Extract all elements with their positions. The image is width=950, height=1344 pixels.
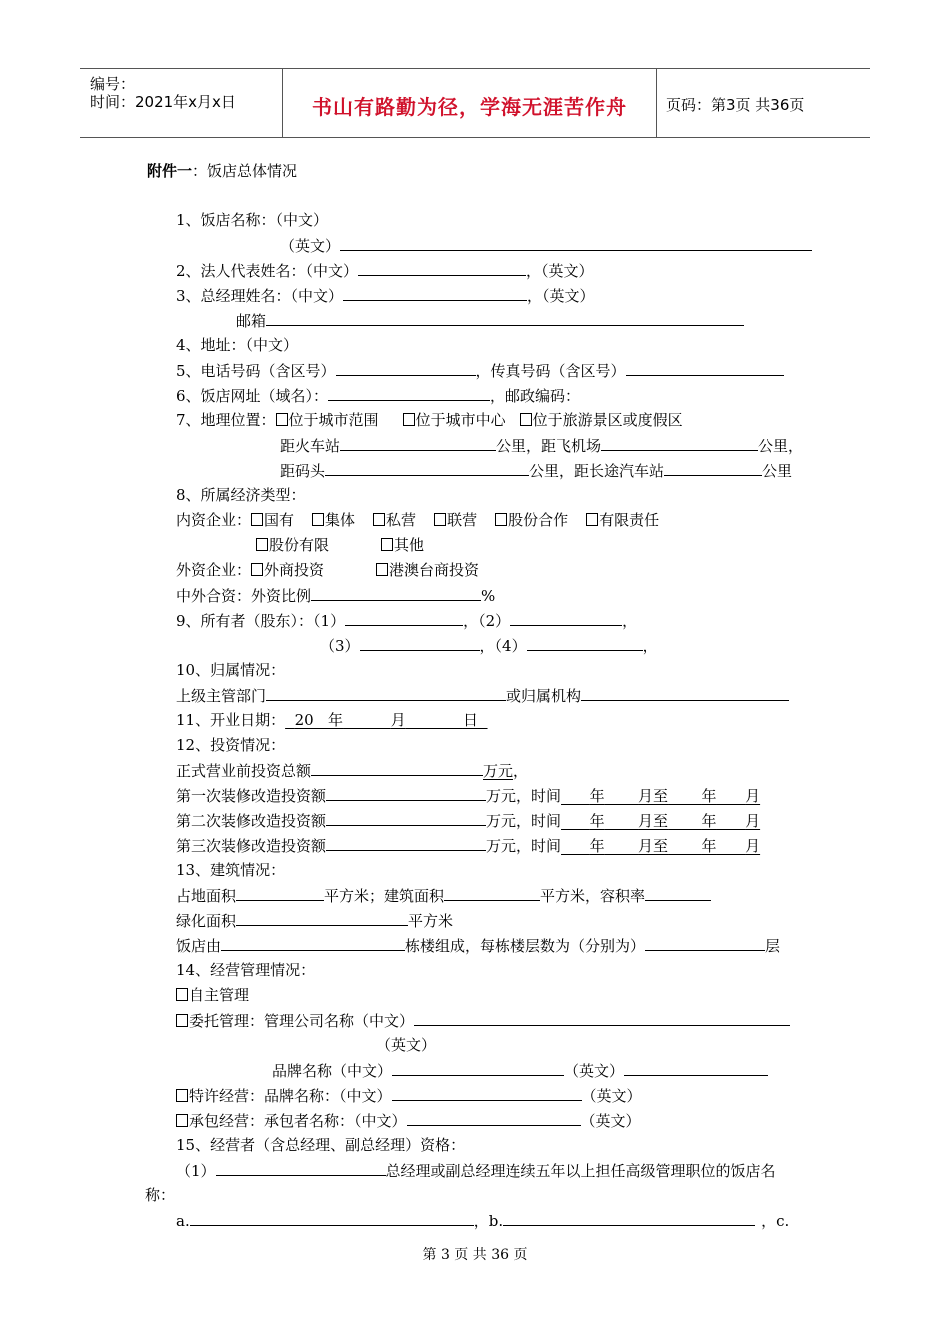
label-gm-cn: 3、总经理姓名：（中文） — [176, 287, 344, 305]
item-8-domestic — [176, 510, 659, 530]
option-city-center: 位于城市中心 — [415, 411, 506, 429]
label-contractor-cn: 承包经营：承包者名称：（中文） — [189, 1112, 407, 1130]
bus-distance-field[interactable] — [664, 460, 762, 476]
item-5-phone — [176, 360, 784, 380]
label-bus-station: 公里，距长途汽车站 — [529, 462, 665, 480]
header-page-number: 页码：第3页 共36页 — [666, 96, 805, 114]
label-hotel-consists: 饭店由 — [176, 937, 222, 955]
gm-cn-field[interactable] — [343, 285, 527, 301]
header-motto: 书山有路勤为径，学海无涯苦作舟 — [312, 95, 627, 119]
superior-dept-field[interactable] — [266, 685, 506, 701]
train-distance-field[interactable] — [340, 435, 496, 451]
label-management: 14、经营管理情况： — [176, 961, 316, 979]
label-building: 13、建筑情况： — [176, 861, 286, 879]
hotel-name-en-field[interactable] — [340, 235, 812, 251]
label-hotel-name-cn: 1、饭店名称：（中文） — [176, 211, 329, 229]
item-14-self — [176, 985, 249, 1005]
label-qualification-desc: 总经理或副总经理连续五年以上担任高级管理职位的饭店名 — [385, 1162, 776, 1180]
item-7-distances-2 — [280, 460, 792, 480]
owner-3-field[interactable] — [360, 635, 480, 651]
item-13-area — [176, 885, 711, 905]
label-opening-date: 11、开业日期： — [176, 711, 286, 729]
label-qualification-cont: 称： — [145, 1186, 176, 1204]
checkbox-other[interactable] — [381, 538, 393, 551]
option-other: 其他 — [394, 536, 425, 554]
item-2-legal-rep — [176, 260, 594, 280]
label-renovation-2: 第二次装修改造投资额 — [176, 812, 327, 830]
label-owner-2: ，（2） — [463, 612, 511, 630]
item-14-brand — [272, 1060, 768, 1080]
label-affiliated-org: 或归属机构 — [506, 687, 582, 705]
checkbox-state-owned[interactable] — [251, 513, 263, 526]
page-header — [80, 68, 870, 138]
owner-4-field[interactable] — [527, 635, 643, 651]
checkbox-self-managed[interactable] — [176, 988, 188, 1001]
option-hk-macau-tw: 港澳台商投资 — [389, 561, 480, 579]
label-hotel-b: ，b. — [473, 1212, 504, 1230]
owner-comma: ， — [622, 612, 638, 630]
label-hotel-c: ，c. — [761, 1212, 790, 1230]
label-legal-rep-cn: 2、法人代表姓名：（中文） — [176, 262, 359, 280]
item-13-buildings — [176, 935, 780, 955]
label-hotel-name-en: （英文） — [280, 237, 341, 255]
item-8-jv — [176, 585, 495, 605]
option-self-managed: 自主管理 — [189, 986, 250, 1004]
hotel-a-field[interactable] — [190, 1210, 474, 1226]
option-scenic-area: 位于旅游景区或度假区 — [532, 411, 683, 429]
header-left-cell — [80, 69, 283, 137]
owner-1-field[interactable] — [345, 610, 463, 626]
label-owner-1: 9、所有者（股东）：（1） — [176, 612, 346, 630]
item-12-investment — [176, 735, 285, 755]
land-area-field[interactable] — [236, 885, 324, 901]
label-dock: 距码头 — [280, 462, 326, 480]
label-superior-dept: 上级主管部门 — [176, 687, 267, 705]
label-plot-ratio: 平方米，容积率 — [540, 887, 646, 905]
checkbox-city-range[interactable] — [276, 413, 288, 426]
label-contractor-en: （英文） — [580, 1112, 641, 1130]
item-8-economic-type — [176, 485, 306, 505]
building-count-field[interactable] — [221, 935, 405, 951]
header-middle-cell — [283, 69, 657, 137]
checkbox-joint-stock[interactable] — [256, 538, 268, 551]
renovation-3-period-field[interactable]: 年 月至 年 月 — [589, 837, 761, 855]
pre-opening-comma: ， — [513, 762, 529, 780]
label-building-area: 平方米；建筑面积 — [324, 887, 445, 905]
checkbox-scenic-area[interactable] — [520, 413, 532, 426]
label-foreign-ratio: 中外合资：外资比例 — [176, 587, 312, 605]
label-renovation-2-time: 万元，时间 — [486, 812, 562, 830]
dock-distance-field[interactable] — [325, 460, 529, 476]
option-limited-liability: 有限责任 — [599, 511, 660, 529]
label-brand-en: （英文） — [564, 1062, 625, 1080]
option-city-range: 位于城市范围 — [288, 411, 379, 429]
item-14-contract — [176, 1110, 641, 1130]
page-footer: 第 3 页 共 36 页 — [422, 1247, 528, 1263]
mgmt-company-cn-field[interactable] — [414, 1010, 790, 1026]
label-legal-rep-en: ，（英文） — [526, 262, 594, 280]
doc-time-label: 时间：2021年x月x日 — [90, 93, 236, 111]
doc-number-label: 编号： — [90, 75, 136, 93]
label-website: 6、饭店网址（域名）： — [176, 387, 329, 405]
label-economic-type: 8、所属经济类型： — [176, 486, 306, 504]
label-floors: 栋楼组成，每栋楼层数为（分别为） — [405, 937, 646, 955]
renovation-2-period-field[interactable]: 年 月至 年 月 — [589, 812, 761, 830]
header-right-cell — [657, 69, 870, 137]
label-franchise-cn: 特许经营：品牌名称：（中文） — [189, 1087, 392, 1105]
renovation-3-amount-field[interactable] — [326, 835, 486, 851]
fax-field[interactable] — [626, 360, 784, 376]
label-investment: 12、投资情况： — [176, 736, 286, 754]
label-owner-4: ，（4） — [479, 637, 527, 655]
page-title-bold: 附件一 — [147, 162, 193, 180]
option-foreign-invest: 外商投资 — [264, 561, 325, 579]
foreign-ratio-field[interactable] — [311, 585, 481, 601]
item-10-affiliation — [176, 660, 285, 680]
label-train-station: 距火车站 — [280, 437, 341, 455]
label-km-end: 公里 — [762, 462, 793, 480]
item-14-entrust-en — [376, 1035, 436, 1055]
checkbox-franchise[interactable] — [176, 1089, 188, 1102]
label-sqm: 平方米 — [408, 912, 454, 930]
label-fax: ，传真号码（含区号） — [475, 362, 626, 380]
label-foreign: 外资企业： — [176, 561, 252, 579]
item-14-entrust — [176, 1010, 790, 1030]
option-collective: 集体 — [325, 511, 356, 529]
page-title — [147, 161, 297, 181]
checkbox-share-coop[interactable] — [495, 513, 507, 526]
brand-en-field[interactable] — [624, 1060, 768, 1076]
label-pre-opening-total: 正式营业前投资总额 — [176, 762, 312, 780]
item-8-domestic-2 — [256, 535, 424, 555]
phone-field[interactable] — [336, 360, 476, 376]
label-qualification: 15、经营者（含总经理、副总经理）资格： — [176, 1136, 466, 1154]
option-share-coop: 股份合作 — [508, 511, 569, 529]
label-owner-3: （3） — [320, 637, 360, 655]
hotel-b-field[interactable] — [503, 1210, 755, 1226]
plot-ratio-field[interactable] — [645, 885, 711, 901]
checkbox-contracted[interactable] — [176, 1114, 188, 1127]
label-airport: 公里，距飞机场 — [496, 437, 602, 455]
label-email: 邮箱 — [236, 312, 267, 330]
label-location: 7、地理位置： — [176, 411, 276, 429]
email-field[interactable] — [266, 310, 744, 326]
checkbox-collective[interactable] — [312, 513, 324, 526]
checkbox-foreign-invest[interactable] — [251, 563, 263, 576]
owner-comma-2: ， — [642, 637, 658, 655]
label-hotel-a: a. — [176, 1212, 190, 1230]
option-state-owned: 国有 — [264, 511, 295, 529]
franchise-cn-field[interactable] — [392, 1085, 582, 1101]
item-1-hotel-name-en — [280, 235, 812, 255]
checkbox-joint[interactable] — [434, 513, 446, 526]
airport-distance-field[interactable] — [601, 435, 758, 451]
renovation-1-period-field[interactable]: 年 月至 年 月 — [589, 787, 761, 805]
option-joint: 联营 — [447, 511, 478, 529]
item-12-pre-opening — [176, 760, 528, 780]
label-gm-en: ，（英文） — [527, 287, 595, 305]
label-mgmt-company-cn: 委托管理：管理公司名称（中文） — [189, 1012, 415, 1030]
page-title-rest: ：饭店总体情况 — [192, 162, 298, 180]
item-15-line-2 — [145, 1185, 175, 1205]
label-percent: % — [481, 587, 496, 605]
item-12-renovation-3 — [176, 835, 760, 855]
item-8-foreign — [176, 560, 479, 580]
label-domestic: 内资企业： — [176, 511, 252, 529]
option-private: 私营 — [386, 511, 417, 529]
label-land-area: 占地面积 — [176, 887, 237, 905]
label-qualification-1: （1） — [176, 1162, 216, 1180]
item-12-renovation-1 — [176, 785, 760, 805]
label-brand-cn: 品牌名称（中文） — [272, 1062, 393, 1080]
item-3-gm-name — [176, 285, 595, 305]
label-franchise-en: （英文） — [581, 1087, 642, 1105]
owner-2-field[interactable] — [510, 610, 622, 626]
option-joint-stock: 股份有限 — [269, 536, 330, 554]
item-15-qualification — [176, 1135, 465, 1155]
item-7-distances-1 — [280, 435, 803, 455]
label-mgmt-company-en: （英文） — [376, 1036, 437, 1054]
item-4-address — [176, 335, 298, 355]
item-15-line-1 — [176, 1160, 776, 1180]
label-renovation-1-time: 万元，时间 — [486, 787, 562, 805]
checkbox-private[interactable] — [373, 513, 385, 526]
checkbox-limited-liability[interactable] — [586, 513, 598, 526]
checkbox-city-center[interactable] — [403, 413, 415, 426]
renovation-2-amount-field[interactable] — [326, 810, 486, 826]
item-11-opening-date — [176, 710, 488, 730]
floor-count-field[interactable] — [645, 935, 765, 951]
label-renovation-3-time: 万元，时间 — [486, 837, 562, 855]
website-field[interactable] — [328, 385, 490, 401]
item-6-website — [176, 385, 580, 405]
item-13-green — [176, 910, 453, 930]
label-affiliation: 10、归属情况： — [176, 661, 286, 679]
legal-rep-cn-field[interactable] — [358, 260, 526, 276]
checkbox-hk-macau-tw[interactable] — [376, 563, 388, 576]
contractor-cn-field[interactable] — [407, 1110, 581, 1126]
renovation-1-amount-field[interactable] — [326, 785, 486, 801]
qualification-1-field[interactable] — [216, 1160, 386, 1176]
item-7-location — [176, 410, 683, 430]
item-3-email — [236, 310, 744, 330]
label-wan-yuan: 万元 — [483, 762, 514, 780]
brand-cn-field[interactable] — [392, 1060, 564, 1076]
item-10-fields — [176, 685, 789, 705]
item-15-line-3 — [176, 1210, 789, 1230]
label-floor-unit: 层 — [765, 937, 781, 955]
label-phone: 5、电话号码（含区号） — [176, 362, 336, 380]
item-14-franchise — [176, 1085, 642, 1105]
item-12-renovation-2 — [176, 810, 760, 830]
item-9-owners — [176, 610, 637, 630]
item-14-management — [176, 960, 315, 980]
green-area-field[interactable] — [236, 910, 408, 926]
label-km: 公里， — [758, 437, 804, 455]
label-address: 4、地址：（中文） — [176, 336, 299, 354]
opening-month: 月 — [390, 711, 406, 729]
pre-opening-total-field[interactable] — [311, 760, 483, 776]
item-1-hotel-name — [176, 210, 328, 230]
item-9-owners-2 — [320, 635, 658, 655]
label-renovation-1: 第一次装修改造投资额 — [176, 787, 327, 805]
building-area-field[interactable] — [444, 885, 540, 901]
opening-date-field[interactable] — [285, 711, 487, 729]
checkbox-entrusted[interactable] — [176, 1014, 188, 1027]
label-renovation-3: 第三次装修改造投资额 — [176, 837, 327, 855]
opening-year: 20 年 — [294, 711, 344, 729]
label-green-area: 绿化面积 — [176, 912, 237, 930]
opening-day: 日 — [462, 711, 478, 729]
label-postcode: ，邮政编码： — [490, 387, 581, 405]
affiliated-org-field[interactable] — [581, 685, 789, 701]
item-13-building — [176, 860, 285, 880]
